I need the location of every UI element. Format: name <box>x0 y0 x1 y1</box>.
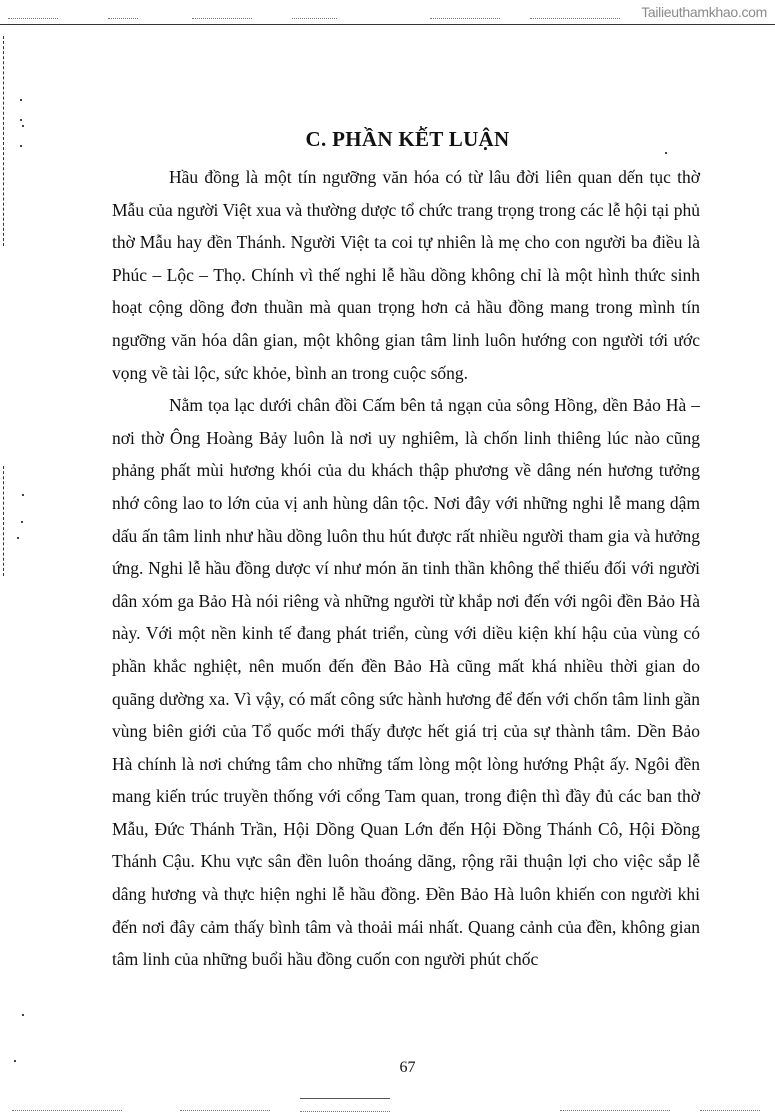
scan-noise <box>108 6 138 19</box>
scan-noise <box>8 6 58 19</box>
scan-speck <box>22 1014 24 1016</box>
scan-speck <box>17 537 19 539</box>
page-title: C. PHẦN KẾT LUẬN <box>305 127 510 151</box>
scan-margin-line <box>3 466 5 576</box>
page-number: 67 <box>399 1059 416 1076</box>
watermark: Tailieuthamkhao.com <box>641 4 767 20</box>
scan-noise <box>12 1098 122 1111</box>
scan-speck <box>20 119 22 121</box>
scan-speck <box>22 494 24 496</box>
scan-noise <box>560 1098 670 1111</box>
header-rule <box>0 24 775 25</box>
scan-speck <box>665 152 667 154</box>
scan-footer-artifacts <box>0 1098 775 1110</box>
scan-noise <box>300 1098 390 1112</box>
scan-noise <box>192 6 252 19</box>
paragraph: Hầu đồng là một tín ngưỡng văn hóa có từ lâu đời liên quan dến tục thờ Mẫu của người Việt xua và thường dược tổ chức trang trọng trong các lễ hội tại phủ thờ Mẫu hay đền Thánh. Người Việt ta coi tự nhiên là mẹ cho con người ba điều là Phúc – Lộc – Thọ. Chính vì thế nghi lễ hầu dồng không chỉ là một hình thức sinh hoạt cộng dồng đơn thuần mà quan trọng hơn cả hầu đồng mang trong mình tín ngưỡng văn hóa dân gian, một không gian tâm linh luôn hướng con người tới ước vọng về tài lộc, sức khỏe, bình an trong cuộc sống. <box>112 167 700 383</box>
document-body <box>112 161 700 976</box>
scan-noise <box>292 6 337 19</box>
scan-header-artifacts <box>0 0 775 26</box>
scan-noise <box>700 1098 760 1111</box>
scan-speck <box>21 521 23 523</box>
paragraph: Nằm tọa lạc dưới chân đồi Cấm bên tả ngạn của sông Hồng, dền Bảo Hà – nơi thờ Ông Hoàng Bảy luôn là nơi uy nghiêm, là chốn linh thiêng lúc nào cũng phảng phất mùi hương khói của du khách thập phương về dâng nén hương tưởng nhớ công lao to lớn của vị anh hùng dân tộc. Nơi đây với những nghi lễ mang dậm dấu ấn tâm linh như hầu dồng luôn thu hút được rất nhiều người tham gia và hưởng ứng. Nghi lễ hầu đồng dược ví như món ăn tinh thần không thể thiếu đối với người dân xóm ga Bảo Hà nói riêng và những người từ khắp nơi đến với ngôi đền Bảo Hà này. Với một nền kinh tế đang phát triển, cùng với diều kiện khí hậu của vùng có phần khắc nghiệt, nên muốn đến đền Bảo Hà cũng mất khá nhiều thời gian do quãng dường xa. Vì vậy, có mất công sức hành hương để đến với chốn tâm linh gần vùng biên giới của Tổ quốc mới thấy được hết giá trị của sự thành tâm. Dền Bảo Hà chính là nơi chứng tâm cho những tấm lòng một lòng hướng Phật ấy. Ngôi đền mang kiến trúc truyền thống với cổng Tam quan, trong điện thì đầy đủ các ban thờ Mẫu, Đức Thánh Trần, Hội Dồng Quan Lớn đến Hội Đồng Thánh Cô, Hội Đồng Thánh Cậu. Khu vực sân đền luôn thoáng dãng, rộng rãi thuận lợi cho việc sắp lễ dâng hương và thực hiện nghi lễ hầu đồng. Đền Bảo Hà luôn khiến con người khi đến nơi đây cảm thấy bình tâm và thoải mái nhất. Quang cảnh của đền, không gian tâm linh của những buổi hầu đồng cuốn con người phút chốc <box>112 395 700 970</box>
scan-noise <box>430 6 500 19</box>
scan-noise <box>530 6 620 19</box>
scan-noise <box>180 1098 270 1111</box>
scan-speck <box>20 99 22 101</box>
